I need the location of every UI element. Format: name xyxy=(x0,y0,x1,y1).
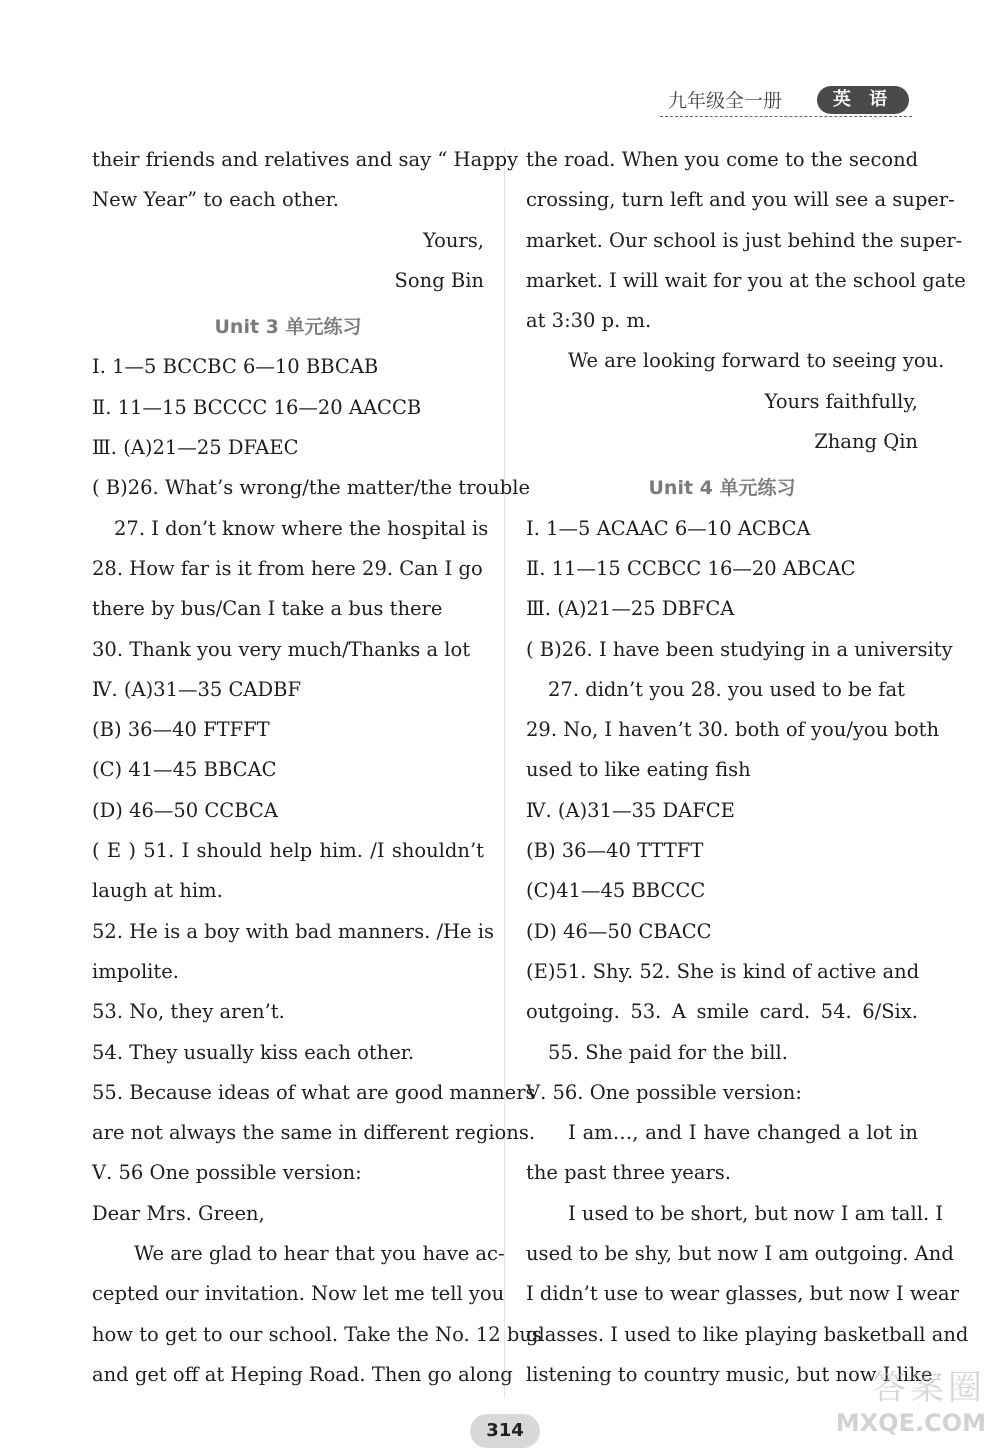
answer-line: laugh at him. xyxy=(92,879,223,903)
answer-line: outgoing. 53. A smile card. 54. 6/Six. xyxy=(526,1000,918,1024)
answer-line: (C) 41—45 BBCAC xyxy=(92,758,277,782)
letter-signature: Zhang Qin xyxy=(814,430,918,454)
letter-line: at 3:30 p. m. xyxy=(526,309,652,333)
answer-line: Ⅰ. 1—5 ACAAC 6—10 ACBCA xyxy=(526,516,811,540)
left-column xyxy=(92,140,542,1395)
text-line: New Year” to each other. xyxy=(92,188,339,212)
subject-badge: 英 语 xyxy=(817,86,909,114)
letter-line: We are glad to hear that you have ac- xyxy=(134,1242,505,1266)
watermark-en: MXQE.COM xyxy=(835,1409,986,1437)
answer-line: Ⅲ. (A)21—25 DFAEC xyxy=(92,436,299,460)
text-line: their friends and relatives and say “ Happy xyxy=(92,148,519,171)
answer-line: impolite. xyxy=(92,959,179,983)
answer-line: ( B)26. What’s wrong/the matter/the trouble xyxy=(92,476,530,500)
letter-line: market. Our school is just behind the super- xyxy=(526,228,963,252)
answer-line: Ⅱ. 11—15 BCCCC 16—20 AACCB xyxy=(92,395,422,419)
watermark-logo xyxy=(836,1360,986,1437)
essay-line: used to be shy, but now I am outgoing. And xyxy=(526,1242,954,1266)
answer-line: Ⅰ. 1—5 BCCBC 6—10 BBCAB xyxy=(92,355,379,379)
letter-line: market. I will wait for you at the school gate xyxy=(526,268,966,292)
letter-line: the road. When you come to the second xyxy=(526,148,919,171)
answer-line: 53. No, they aren’t. xyxy=(92,1000,285,1024)
essay-line: I am…, and I have changed a lot in xyxy=(568,1121,918,1145)
essay-line: I didn’t use to wear glasses, but now I wear xyxy=(526,1282,959,1306)
letter-closing: Yours faithfully, xyxy=(764,389,918,413)
letter-line: We are looking forward to seeing you. xyxy=(568,349,945,373)
answer-line: 52. He is a boy with bad manners. /He is xyxy=(92,919,495,943)
answer-line: Ⅳ. (A)31—35 DAFCE xyxy=(526,798,735,822)
answer-line: (D) 46—50 CCBCA xyxy=(92,798,278,822)
letter-line: crossing, turn left and you will see a super- xyxy=(526,188,955,212)
header-divider xyxy=(660,116,912,117)
letter-line: cepted our invitation. Now let me tell you xyxy=(92,1282,505,1306)
answer-line: ( B)26. I have been studying in a university xyxy=(526,637,953,661)
answer-line: used to like eating fish xyxy=(526,758,751,782)
answer-line: 54. They usually kiss each other. xyxy=(92,1040,415,1064)
answer-line: 27. I don’t know where the hospital is xyxy=(114,516,489,540)
letter-closing: Yours, xyxy=(422,228,484,252)
answer-line: 28. How far is it from here 29. Can I go xyxy=(92,556,483,580)
answer-line: are not always the same in different regions. xyxy=(92,1121,536,1145)
essay-line: I used to be short, but now I am tall. I xyxy=(568,1201,944,1225)
watermark-cn: 答案圈 xyxy=(872,1368,986,1408)
letter-signature: Song Bin xyxy=(394,268,484,292)
answer-line: Ⅴ. 56. One possible version: xyxy=(526,1080,802,1104)
answer-line: Ⅳ. (A)31—35 CADBF xyxy=(92,677,301,701)
unit3-heading: Unit 3 单元练习 xyxy=(214,316,362,339)
answer-line: ( E ) 51. I should help him. /I shouldn’t xyxy=(92,839,484,863)
letter-line: and get off at Heping Road. Then go along xyxy=(92,1362,513,1386)
answer-line: 29. No, I haven’t 30. both of you/you both xyxy=(526,718,940,742)
book-title: 九年级全一册 xyxy=(668,90,783,112)
answer-line: (B) 36—40 TTTFT xyxy=(526,839,704,863)
answer-line: Ⅴ. 56 One possible version: xyxy=(92,1161,362,1185)
answer-line: (D) 46—50 CBACC xyxy=(526,919,712,943)
page-number: 314 xyxy=(470,1414,540,1448)
letter-greeting: Dear Mrs. Green, xyxy=(92,1201,265,1225)
answer-line: Ⅱ. 11—15 CCBCC 16—20 ABCAC xyxy=(526,556,856,580)
column-divider xyxy=(504,148,505,1398)
unit4-heading: Unit 4 单元练习 xyxy=(648,477,796,500)
answer-line: (C)41—45 BBCCC xyxy=(526,879,706,903)
answer-line: 27. didn’t you 28. you used to be fat xyxy=(548,677,905,701)
answer-line: 55. She paid for the bill. xyxy=(548,1040,788,1064)
answer-line: (E)51. Shy. 52. She is kind of active and xyxy=(526,959,920,983)
answer-line: 55. Because ideas of what are good manners xyxy=(92,1080,536,1104)
essay-line: the past three years. xyxy=(526,1161,731,1185)
answer-line: (B) 36—40 FTFFT xyxy=(92,718,270,742)
answer-line: there by bus/Can I take a bus there xyxy=(92,597,443,621)
answer-line: 30. Thank you very much/Thanks a lot xyxy=(92,637,471,661)
answer-line: Ⅲ. (A)21—25 DBFCA xyxy=(526,597,735,621)
essay-line: glasses. I used to like playing basketball and xyxy=(526,1322,969,1346)
essay-line: listening to country music, but now I like xyxy=(526,1362,933,1386)
letter-line: how to get to our school. Take the No. 12 bus xyxy=(92,1322,542,1346)
